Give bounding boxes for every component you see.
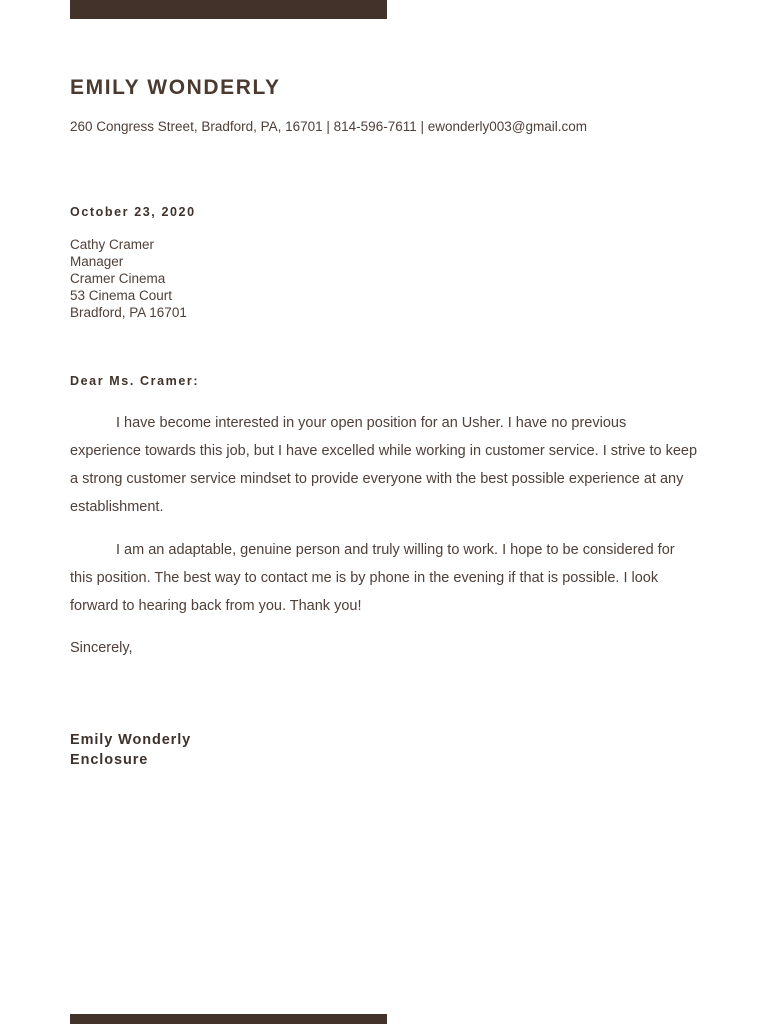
recipient-title: Manager [70,254,124,269]
signature-block [70,731,191,770]
recipient-street: 53 Cinema Court [70,288,173,303]
top-accent-bar [70,0,387,19]
sender-contact-line: 260 Congress Street, Bradford, PA, 16701 | 814-596-7611 | ewonderly003@gmail.com [70,119,588,134]
sender-name: EMILY WONDERLY [70,76,281,99]
salutation: Dear Ms. Cramer: [70,374,200,388]
closing: Sincerely, [70,640,133,656]
recipient-name: Cathy Cramer [70,237,155,252]
enclosure-note: Enclosure [70,751,149,768]
body-paragraph: I have become interested in your open position for an Usher. I have no previous experience towards this job, but I have excelled while working in customer service. I strive to keep a strong customer service mindset to provide everyone with the best possible experience at any establishment. [70,415,698,515]
signature-name: Emily Wonderly [70,732,192,748]
letter-date: October 23, 2020 [70,205,196,219]
recipient-company: Cramer Cinema [70,271,166,286]
bottom-accent-bar [70,1014,387,1024]
recipient-city: Bradford, PA 16701 [70,305,187,320]
body-paragraph: I am an adaptable, genuine person and truly willing to work. I hope to be considered for this position. The best way to contact me is by phone in the evening if that is possible. I look forward to hearing back from you. Thank you! [70,542,675,614]
recipient-address-block [70,236,187,321]
